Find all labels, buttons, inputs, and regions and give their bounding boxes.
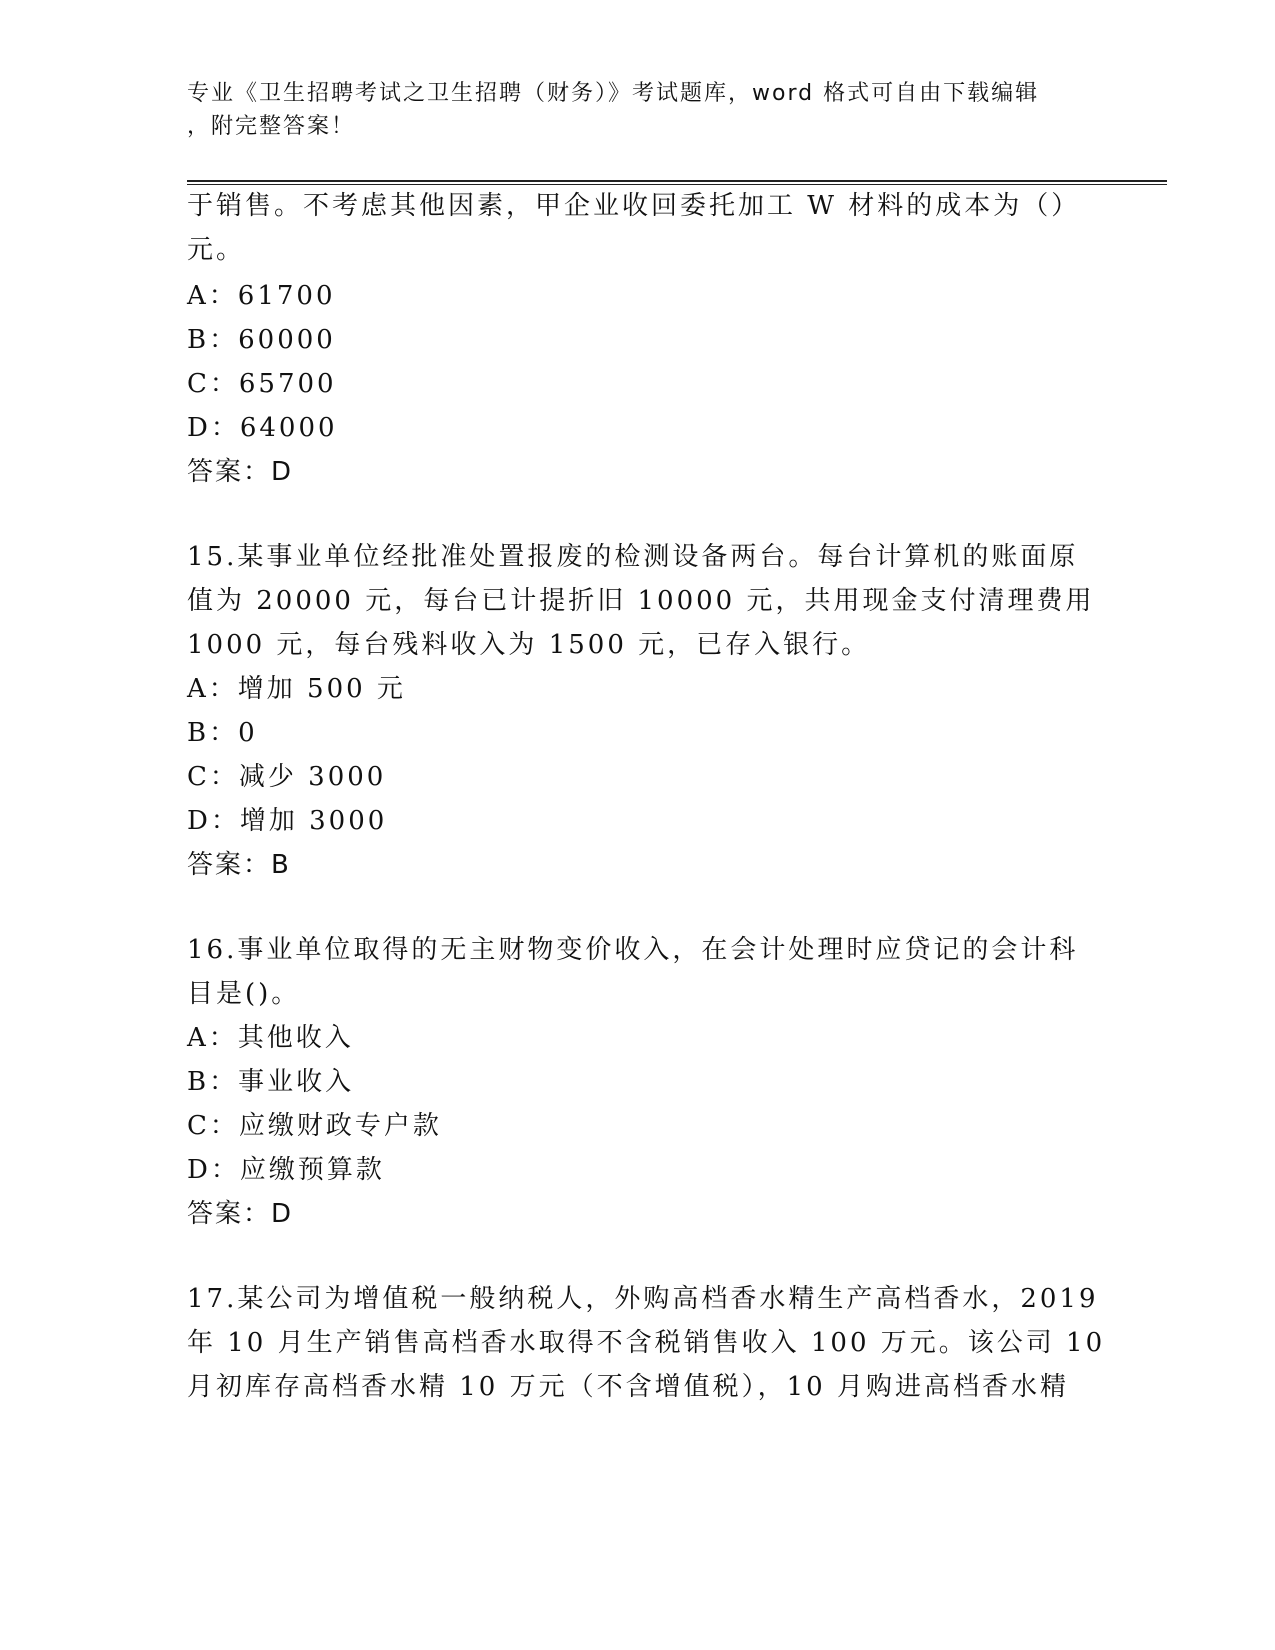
q15-option-b: B：0 xyxy=(187,718,258,748)
header-divider-thick xyxy=(187,180,1167,182)
q16-answer: 答案：D xyxy=(187,1199,294,1229)
q15-stem-line-1: 15.某事业单位经批准处置报废的检测设备两台。每台计算机的账面原 xyxy=(187,542,1079,572)
q16-option-b: B：事业收入 xyxy=(187,1067,355,1097)
header-divider-thin xyxy=(187,184,1167,185)
q16-option-d: D：应缴预算款 xyxy=(187,1155,385,1185)
header-title-line-2: ，附完整答案！ xyxy=(187,114,356,139)
q16-option-a: A：其他收入 xyxy=(187,1023,354,1053)
q14-option-b: B：60000 xyxy=(187,325,336,355)
q16-stem-line-1: 16.事业单位取得的无主财物变价收入，在会计处理时应贷记的会计科 xyxy=(187,935,1079,965)
header-title-line-1: 专业《卫生招聘考试之卫生招聘（财务）》考试题库，word 格式可自由下载编辑 xyxy=(187,81,1040,106)
q15-answer: 答案：B xyxy=(187,850,291,880)
q15-stem-line-2: 值为 20000 元，每台已计提折旧 10000 元，共用现金支付清理费用 xyxy=(187,586,1095,616)
q14-option-c: C：65700 xyxy=(187,369,337,399)
q14-option-a: A：61700 xyxy=(187,281,336,311)
q16-option-c: C：应缴财政专户款 xyxy=(187,1111,442,1141)
q14-option-d: D：64000 xyxy=(187,413,338,443)
q17-stem-line-1: 17.某公司为增值税一般纳税人，外购高档香水精生产高档香水，2019 xyxy=(187,1284,1099,1314)
q15-option-c: C：减少 3000 xyxy=(187,762,387,792)
q17-stem-line-3: 月初库存高档香水精 10 万元（不含增值税），10 月购进高档香水精 xyxy=(187,1372,1069,1402)
q16-stem-line-2: 目是()。 xyxy=(187,979,301,1009)
q15-option-d: D：增加 3000 xyxy=(187,806,388,836)
q17-stem-line-2: 年 10 月生产销售高档香水取得不含税销售收入 100 万元。该公司 10 xyxy=(187,1328,1106,1358)
q14-stem-line-2: 元。 xyxy=(187,235,246,265)
q14-stem-line-1: 于销售。不考虑其他因素，甲企业收回委托加工 W 材料的成本为（） xyxy=(187,191,1081,221)
q15-stem-line-3: 1000 元，每台残料收入为 1500 元，已存入银行。 xyxy=(187,630,871,660)
q14-answer: 答案：D xyxy=(187,457,294,487)
q15-option-a: A：增加 500 元 xyxy=(187,674,406,704)
